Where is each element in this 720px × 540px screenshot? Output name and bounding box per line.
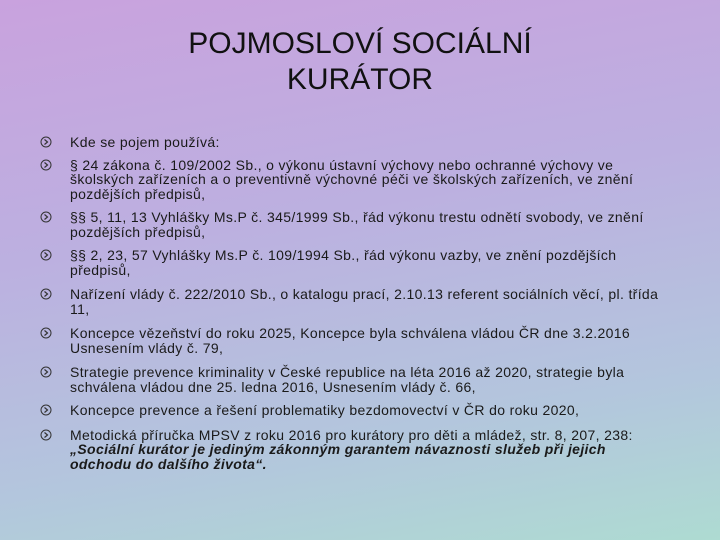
list-item (40, 210, 665, 239)
circled-arrow-bullet-icon (40, 249, 52, 261)
list-item (40, 326, 665, 355)
list-item-text: Metodická příručka MPSV z roku 2016 pro kurátory pro děti a mládež, str. 8, 207, 238: (70, 426, 633, 443)
circled-arrow-bullet-icon (40, 366, 52, 378)
circled-arrow-bullet-icon (40, 159, 52, 171)
list-item-text: Kde se pojem používá: (70, 134, 220, 150)
title-line-1: POJMOSLOVÍ SOCIÁLNÍ (188, 27, 532, 60)
list-item-text: Strategie prevence kriminality v České republice na léta 2016 až 2020, strategie byla schválena vládou dne 25. ledna 2016, Usnesením vlády č. 66, (70, 364, 625, 395)
circled-arrow-bullet-icon (40, 136, 52, 148)
quote-text: „Sociální kurátor je jediným zákonným garantem návaznosti služeb při jejich odchodu do dalšího života“. (70, 441, 606, 472)
list-item-text: Koncepce vězeňství do roku 2025, Koncepce byla schválena vládou ČR dne 3.2.2016 Usnesením vlády č. 79, (70, 325, 631, 356)
list-item (40, 403, 665, 418)
list-item-text: § 24 zákona č. 109/2002 Sb., o výkonu ústavní výchovy nebo ochranné výchovy ve školských zařízeních a o preventivně výchovné péči ve školských zařízeních, ve znění pozdějších předpisů, (70, 156, 634, 202)
list-item-text: §§ 2, 23, 57 Vyhlášky Ms.P č. 109/1994 Sb., řád výkonu vazby, ve znění pozdějších předpisů, (70, 247, 617, 278)
bullet-list (40, 135, 665, 471)
circled-arrow-bullet-icon (40, 429, 52, 441)
slide-title (0, 26, 720, 98)
list-item (40, 135, 665, 150)
list-item-text: Nařízení vlády č. 222/2010 Sb., o katalogu prací, 2.10.13 referent sociálních věcí, pl. třída 11, (70, 286, 659, 317)
circled-arrow-bullet-icon (40, 404, 52, 416)
list-item (40, 365, 665, 394)
title-line-2: KURÁTOR (286, 63, 434, 96)
circled-arrow-bullet-icon (40, 288, 52, 300)
list-item (40, 248, 665, 277)
circled-arrow-bullet-icon (40, 211, 52, 223)
list-item (40, 428, 665, 472)
list-item (40, 158, 665, 202)
list-item-text: §§ 5, 11, 13 Vyhlášky Ms.P č. 345/1999 Sb., řád výkonu trestu odnětí svobody, ve znění pozdějších předpisů, (70, 209, 644, 240)
circled-arrow-bullet-icon (40, 327, 52, 339)
list-item (40, 287, 665, 316)
list-item-text: Koncepce prevence a řešení problematiky bezdomovectví v ČR do roku 2020, (70, 402, 580, 418)
